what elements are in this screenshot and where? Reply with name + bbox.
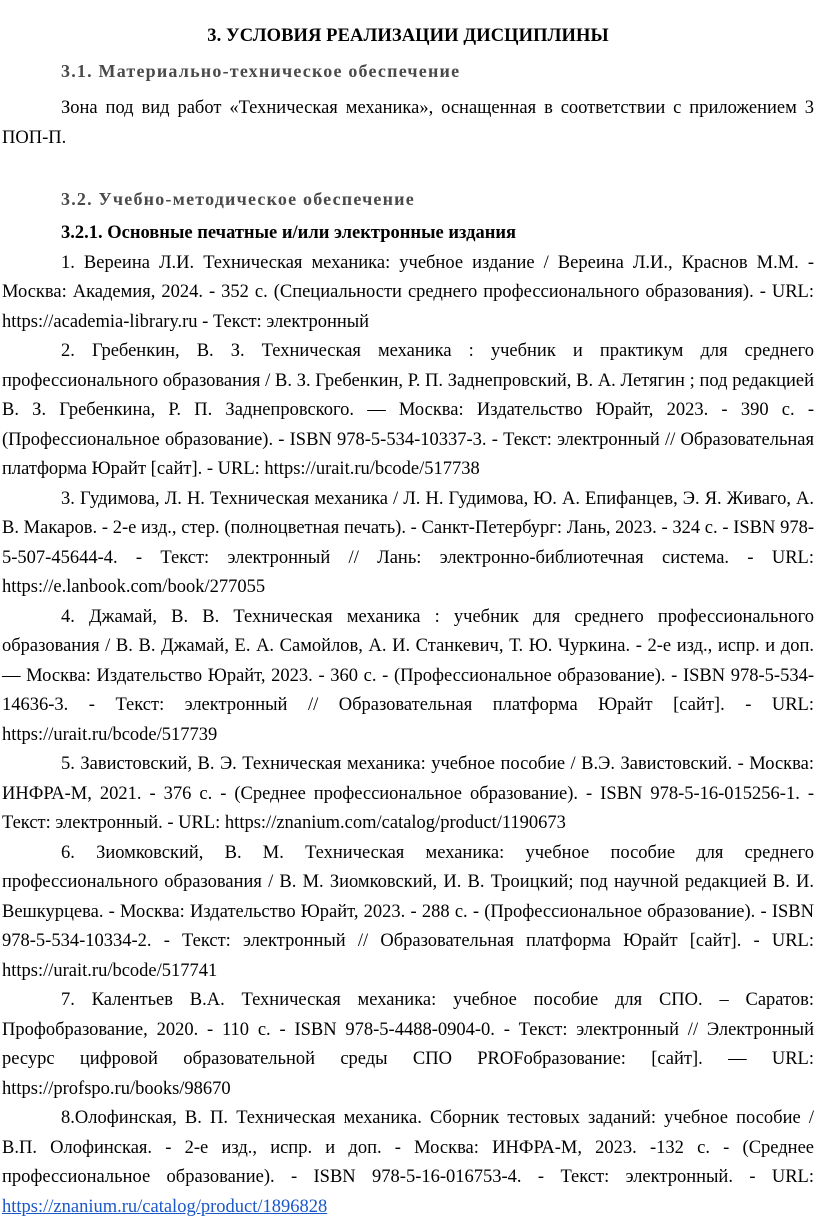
section-material-text: Зона под вид работ «Техническая механика», оснащенная в соответствии с приложением 3 ПОП-П. <box>2 94 814 153</box>
reference-item <box>2 249 814 338</box>
reference-text: 6. Зиомковский, В. М. Техническая механика: учебное пособие для среднего профессионального образования / В. М. Зиомковский, И. В. Троицкий; под научной редакцией В. И. Вешкурцева. - Москва: Издательство Юрайт, 2023. - 288 с. - (Профессиональное образование). - ISBN 978-5-534-10334-2. - Текст: электронный // Образовательная платформа Юрайт [сайт]. - URL: https://urait.ru/bcode/517741 <box>2 843 814 981</box>
reference-item <box>2 485 814 603</box>
reference-text: 5. Завистовский, В. Э. Техническая механика: учебное пособие / В.Э. Завистовский. - Москва: ИНФРА-М, 2021. - 376 с. - (Среднее профессиональное образование). - ISBN 978-5-16-015256-1. - Текст: электронный. - URL: https://znanium.com/catalog/product/1190673 <box>2 754 814 833</box>
reference-text: 4. Джамай, В. В. Техническая механика : учебник для среднего профессионального образования / В. В. Джамай, Е. А. Самойлов, А. И. Станкевич, Т. Ю. Чуркина. - 2-е изд., испр. и доп. — Москва: Издательство Юрайт, 2023. - 360 с. - (Профессиональное образование). - ISBN 978-5-534-14636-3. - Текст: электронный // Образовательная платформа Юрайт [сайт]. - URL: https://urait.ru/bcode/517739 <box>2 607 814 745</box>
reference-item <box>2 1104 814 1222</box>
reference-item <box>2 603 814 751</box>
reference-text: 8.Олофинская, В. П. Техническая механика. Сборник тестовых заданий: учебное пособие / В.П. Олофинская. - 2-е изд., испр. и доп. - Москва: ИНФРА-М, 2023. -132 с. - (Среднее профессиональное образование). - ISBN 978-5-16-016753-4. - Текст: электронный. - URL: <box>2 1108 814 1187</box>
reference-text: 3. Гудимова, Л. Н. Техническая механика / Л. Н. Гудимова, Ю. А. Епифанцев, Э. Я. Живаго, А. В. Макаров. - 2-е изд., стер. (полноцветная печать). - Санкт-Петербург: Лань, 2023. - 324 с. - ISBN 978-5-507-45644-4. - Текст: электронный // Лань: электронно-библиотечная система. - URL: https://e.lanbook.com/book/277055 <box>2 489 814 598</box>
section-title-methodical: 3.2. Учебно-методическое обеспечение <box>2 186 814 212</box>
reference-text: 7. Калентьев В.А. Техническая механика: учебное пособие для СПО. – Саратов: Профобразование, 2020. - 110 с. - ISBN 978-5-4488-0904-0. - Текст: электронный // Электронный ресурс цифровой образовательной среды СПО PROFобразование: [сайт]. — URL: https://profspo.ru/books/98670 <box>2 990 814 1099</box>
reference-item <box>2 986 814 1104</box>
subsection-title-publications: 3.2.1. Основные печатные и/или электронные издания <box>2 219 814 249</box>
chapter-title: 3. УСЛОВИЯ РЕАЛИЗАЦИИ ДИСЦИПЛИНЫ <box>2 22 814 50</box>
reference-list <box>2 249 814 1222</box>
section-title-material: 3.1. Материально-техническое обеспечение <box>2 58 814 84</box>
reference-url-link[interactable]: https://znanium.ru/catalog/product/1896828 <box>2 1197 327 1217</box>
reference-item <box>2 337 814 485</box>
reference-item <box>2 750 814 839</box>
reference-text: 2. Гребенкин, В. З. Техническая механика : учебник и практикум для среднего профессионального образования / В. З. Гребенкин, Р. П. Заднепровский, В. А. Летягин ; под редакцией В. З. Гребенкина, Р. П. Заднепровского. — Москва: Издательство Юрайт, 2023. - 390 с. - (Профессиональное образование). - ISBN 978-5-534-10337-3. - Текст: электронный // Образовательная платформа Юрайт [сайт]. - URL: https://urait.ru/bcode/517738 <box>2 341 814 479</box>
reference-item <box>2 839 814 987</box>
reference-text: 1. Вереина Л.И. Техническая механика: учебное издание / Вереина Л.И., Краснов М.М. - Москва: Академия, 2024. - 352 с. (Специальности среднего профессионального образования). - URL: https://academia-library.ru - Текст: электронный <box>2 253 814 332</box>
